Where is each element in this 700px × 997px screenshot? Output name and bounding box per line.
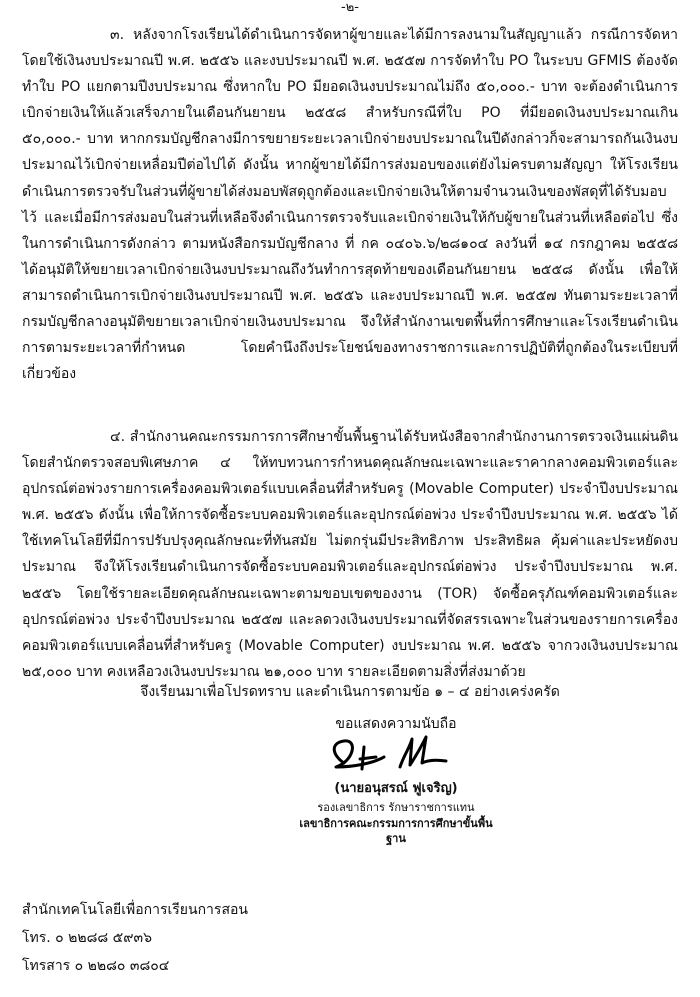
signer-name: (นายอนุสรณ์ ฟูเจริญ) — [334, 781, 458, 796]
regards-text: ขอแสดงความนับถือ — [335, 716, 457, 732]
office-tel: โทร. ๐ ๒๒๘๘ ๕๙๓๖ — [22, 930, 152, 946]
page-number: -๒- — [341, 0, 359, 15]
paragraph-3: ๓. หลังจากโรงเรียนได้ดำเนินการจัดหาผู้ขายและได้มีการลงนามในสัญญาแล้ว กรณีการจัดหาโดยใช้เงินงบประมาณปี พ.ศ. ๒๕๕๖ และงบประมาณปี พ.ศ. ๒๕๕๗ การจัดทำใบ PO ในระบบ GFMIS ต้องจัดทำใบ PO แยกตามปีงบประมาณ ซึ่งหากใบ PO มียอดเงินงบประมาณไม่ถึง ๕๐,๐๐๐.- บาท จะต้องดำเนินการเบิกจ่ายเงินให้แล้วเสร็จภายในเดือนกันยายน ๒๕๕๘ สำหรับกรณีที่ใบ PO ที่มียอดเงินงบประมาณเกิน ๕๐,๐๐๐.- บาท หากกรมบัญชีกลางมีการขยายระยะเวลาเบิกจ่ายงบประมาณในปีดังกล่าวก็จะสามารถกันเงินงบประมาณไว้เบิกจ่ายเหลื่อมปีต่อไปได้ ดังนั้น หากผู้ขายได้มีการส่งมอบของแต่ยังไม่ครบตามสัญญา ให้โรงเรียนดำเนินการตรวจรับในส่วนที่ผู้ขายได้ส่งมอบพัสดุถูกต้องและเบิกจ่ายเงินให้ตามจำนวนเงินของพัสดุที่ได้รับมอบไว้ และเมื่อมีการส่งมอบในส่วนที่เหลือจึงดำเนินการตรวจรับและเบิกจ่ายเงินให้กับผู้ขายในส่วนที่เหลือต่อไป ซึ่งในการดำเนินการดังกล่าว ตามหนังสือกรมบัญชีกลาง ที่ กค ๐๔๐๖.๖/๒๘๑๐๔ ลงวันที่ ๑๔ กรกฎาคม ๒๕๕๘ ได้อนุมัติให้ขยายเวลาเบิกจ่ายเงินงบประมาณถึงวันทำการสุดท้ายของเดือนกันยายน ๒๕๕๘ ดังนั้น เพื่อให้สามารถดำเนินการเบิกจ่ายเงินงบประมาณปี พ.ศ. ๒๕๕๖ และงบประมาณปี พ.ศ. ๒๕๕๗ ทันตามระยะเวลาที่กรมบัญชีกลางอนุมัติขยายเวลาเบิกจ่ายเงินงบประมาณ จึงให้สำนักงานเขตพื้นที่การศึกษาและโรงเรียนดำเนินการตามระยะเวลาที่กำหนด โดยคำนึงถึงประโยชน์ของทางราชการและการปฏิบัติที่ถูกต้องในระเบียบที่เกี่ยวข้อง — [22, 27, 678, 383]
handwritten-signature — [314, 733, 454, 779]
closing-statement: จึงเรียนมาเพื่อโปรดทราบ และดำเนินการตามข้อ ๑ – ๔ อย่างเคร่งครัด — [140, 684, 560, 700]
signer-position: รองเลขาธิการ รักษาราชการแทน — [317, 801, 475, 814]
office-fax: โทรสาร ๐ ๒๒๘๐ ๓๘๐๔ — [22, 958, 170, 974]
paragraph-4: ๔. สำนักงานคณะกรรมการการศึกษาขั้นพื้นฐานได้รับหนังสือจากสำนักงานการตรวจเงินแผ่นดิน โดยสำนักตรวจสอบพิเศษภาค ๔ ให้ทบทวนการกำหนดคุณลักษณะเฉพาะและราคากลางคอมพิวเตอร์และอุปกรณ์ต่อพ่วงรายการเครื่องคอมพิวเตอร์แบบเคลื่อนที่สำหรับครู (Movable Computer) ประจำปีงบประมาณ พ.ศ. ๒๕๕๖ ดังนั้น เพื่อให้การจัดซื้อระบบคอมพิวเตอร์และอุปกรณ์ต่อพ่วง ประจำปีงบประมาณ พ.ศ. ๒๕๕๖ ได้ใช้เทคโนโลยีที่มีการปรับปรุงคุณลักษณะที่ทันสมัย ไม่ตกรุ่นมีประสิทธิภาพ ประสิทธิผล คุ้มค่าและประหยัดงบประมาณ จึงให้โรงเรียนดำเนินการจัดซื้อระบบคอมพิวเตอร์และอุปกรณ์ต่อพ่วง ประจำปีงบประมาณ พ.ศ. ๒๕๕๖ โดยใช้รายละเอียดคุณลักษณะเฉพาะตามขอบเขตของงาน (TOR) จัดซื้อครุภัณฑ์คอมพิวเตอร์และอุปกรณ์ต่อพ่วง ประจำปีงบประมาณ ๒๕๕๗ และลดวงเงินงบประมาณที่จัดสรรเฉพาะในส่วนของรายการเครื่องคอมพิวเตอร์แบบเคลื่อนที่สำหรับครู (Movable Computer) งบประมาณ พ.ศ. ๒๕๕๖ จากวงเงินงบประมาณ ๒๕,๐๐๐ บาท คงเหลือวงเงินงบประมาณ ๒๑,๐๐๐ บาท รายละเอียดตามสิ่งที่ส่งมาด้วย — [22, 429, 678, 680]
signer-position-2: เลขาธิการคณะกรรมการการศึกษาขั้นพื้นฐาน — [299, 817, 493, 845]
office-name: สำนักเทคโนโลยีเพื่อการเรียนการสอน — [22, 902, 248, 918]
